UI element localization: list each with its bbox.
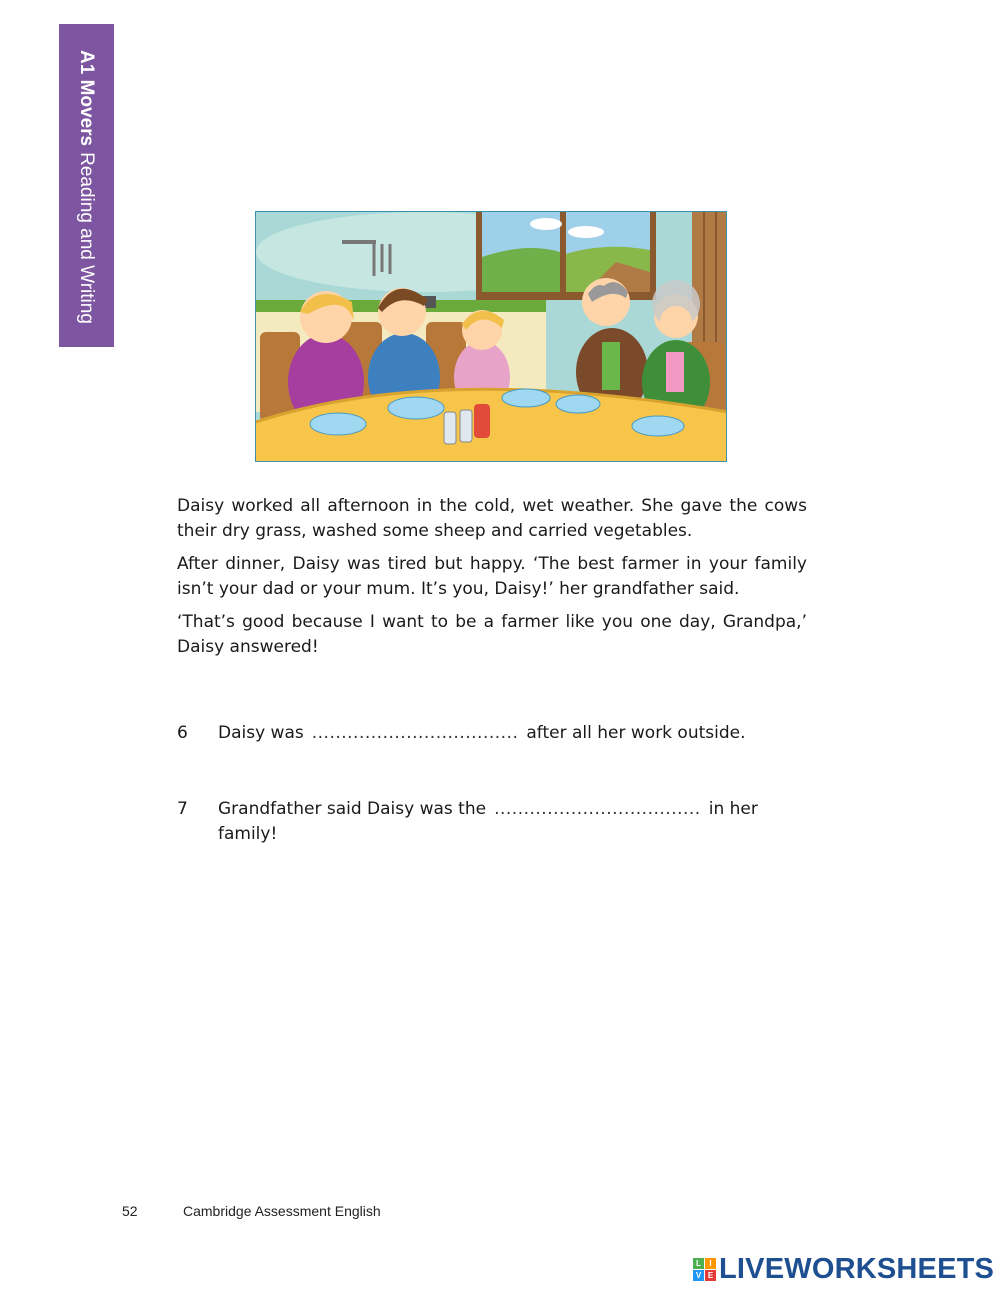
publisher-name: Cambridge Assessment English xyxy=(183,1203,381,1219)
page-number: 52 xyxy=(122,1203,138,1219)
liveworksheets-logo xyxy=(693,1254,994,1284)
story-paragraph: After dinner, Daisy was tired but happy. ‘The best farmer in your family isn’t your dad or your mum. It’s you, Daisy!’ her grandfather said. xyxy=(177,554,807,599)
story-text xyxy=(177,494,807,668)
story-paragraph: Daisy worked all afternoon in the cold, wet weather. She gave the cows their dry grass, washed some sheep and carried vegetables. xyxy=(177,496,807,541)
story-paragraph: ‘That’s good because I want to be a farmer like you one day, Grandpa,’ Daisy answered! xyxy=(177,612,807,657)
logo-blocks-icon: L I V E xyxy=(693,1258,716,1281)
question-text: after all her work outside. xyxy=(526,723,746,743)
question-text: in her family! xyxy=(218,799,758,844)
family-dinner-illustration xyxy=(255,211,727,462)
answer-blank[interactable]: ................................... xyxy=(311,723,519,743)
answer-blank[interactable]: ................................... xyxy=(494,799,701,819)
question-number: 6 xyxy=(177,723,188,743)
section-side-tab xyxy=(59,24,114,347)
side-tab-section: Reading and Writing xyxy=(76,152,97,324)
question-text: Grandfather said Daisy was the xyxy=(218,799,487,819)
side-tab-level: A1 Movers xyxy=(76,50,97,147)
question-text: Daisy was xyxy=(218,723,304,743)
question-number: 7 xyxy=(177,799,188,819)
liveworksheets-wordmark: LIVEWORKSHEETS xyxy=(719,1252,995,1285)
